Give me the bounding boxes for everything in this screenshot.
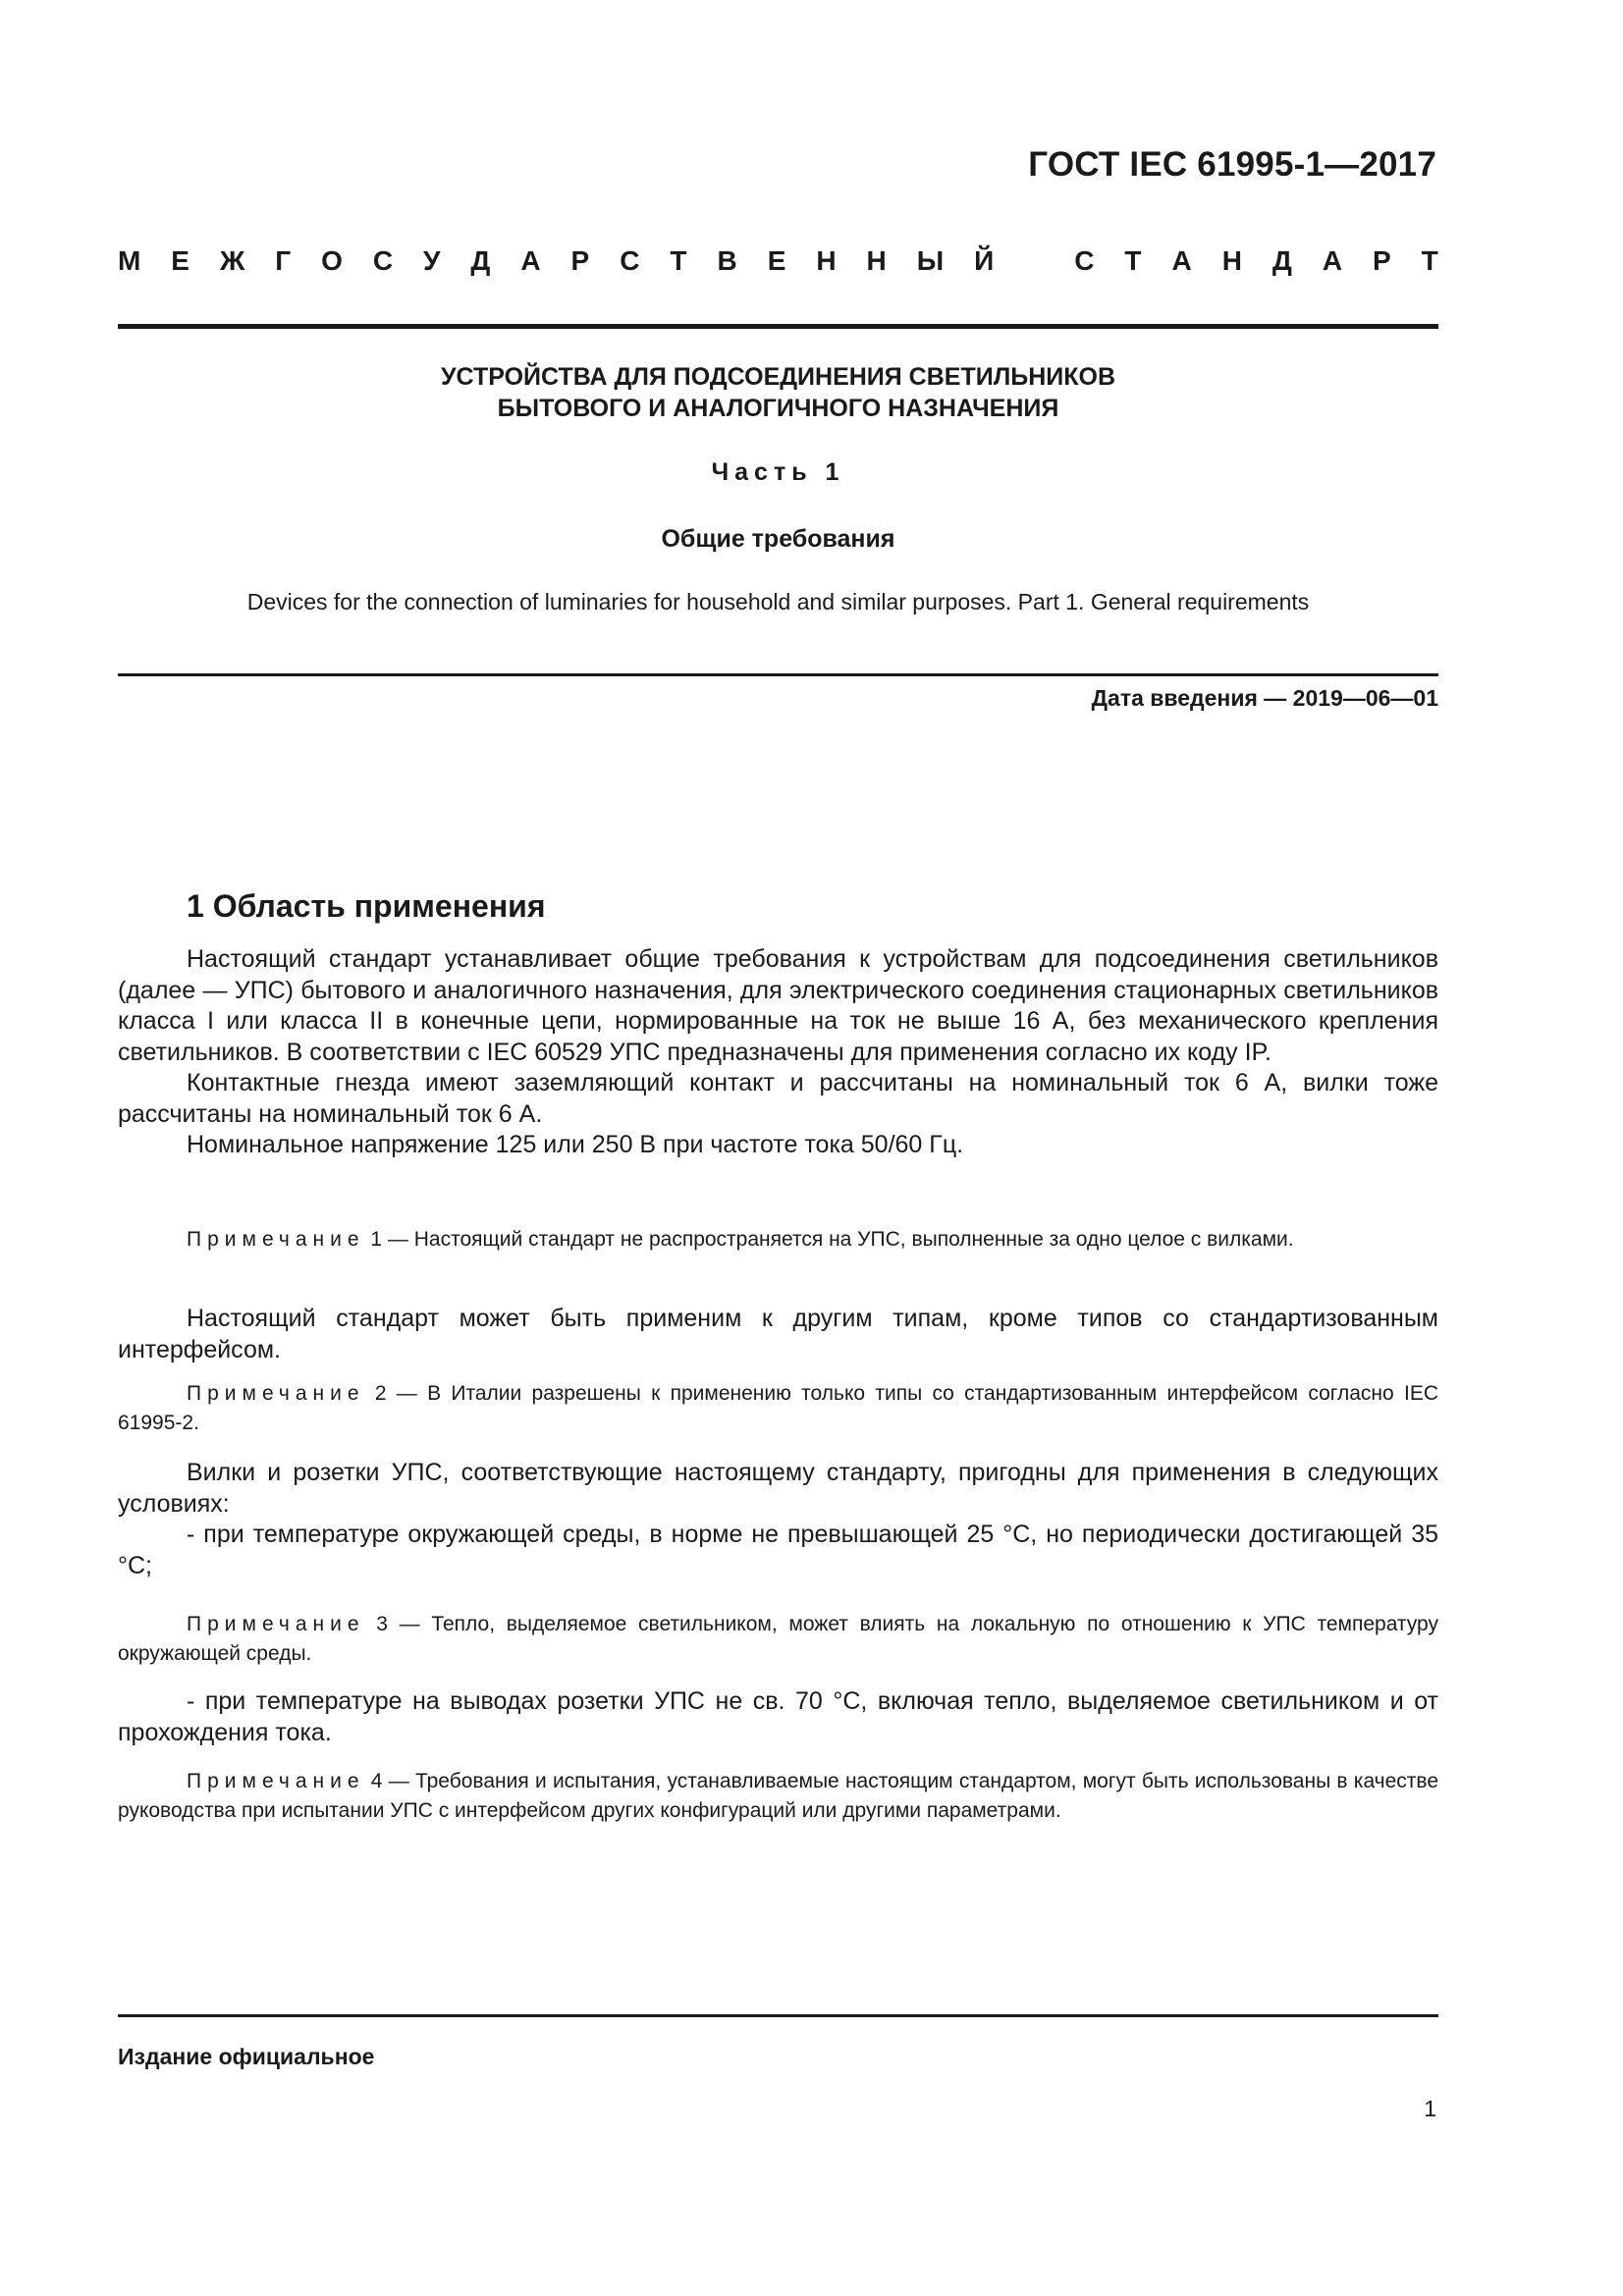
note-label: Примечание — [187, 1613, 365, 1635]
official-edition-label: Издание официальное — [118, 2044, 375, 2069]
banner-letter: Ы — [916, 245, 945, 276]
section-heading: 1 Область применения — [187, 888, 546, 924]
banner-letter: Н — [816, 245, 837, 276]
note-label: Примечание — [187, 1770, 365, 1792]
banner-letter: Й — [974, 245, 995, 276]
banner-letter: А — [1171, 245, 1192, 276]
banner-letter: Р — [570, 245, 590, 276]
bullet-1: - при температуре окружающей среды, в норме не превышающей 25 °C, но периодически достигающей 35 °C; — [118, 1521, 1438, 1579]
introduction-date: Дата введения — 2019—06—01 — [1091, 685, 1438, 711]
note-2 — [118, 1379, 1438, 1438]
note-3 — [118, 1610, 1438, 1669]
banner-letter: М — [118, 245, 141, 276]
banner-letter: В — [717, 245, 737, 276]
scope-block-1 — [118, 944, 1438, 1161]
standard-banner — [118, 245, 1438, 277]
note-text: 2 — В Италии разрешены к применению только типы со стандартизованным интерфейсом согласно IEC 61995-2. — [118, 1382, 1438, 1434]
banner-letter: Н — [866, 245, 887, 276]
paragraph-1: Настоящий стандарт устанавливает общие требования к устройствам для подсоединения светильников (далее — УПС) бытового и аналогичного назначения, для электрического соединения стационарных светильников класса I или класса II в конечные цепи, нормированные на ток не выше 16 А, без механического крепления светильников. В соответствии с IEC 60529 УПС предназначены для применения согласно их коду IP. — [118, 945, 1438, 1066]
page-number: 1 — [1424, 2096, 1436, 2121]
banner-letter: О — [321, 245, 343, 276]
banner-letter: А — [520, 245, 541, 276]
paragraph-4: Настоящий стандарт может быть применим к другим типам, кроме типов со стандартизованным интерфейсом. — [118, 1305, 1438, 1363]
banner-letter: Т — [1421, 245, 1438, 276]
part-subtitle: Общие требования — [661, 525, 895, 553]
banner-letter: Н — [1221, 245, 1242, 276]
banner-letter: Е — [767, 245, 786, 276]
footer-rule — [118, 2014, 1438, 2017]
banner-letter: А — [1322, 245, 1343, 276]
banner-letter: У — [423, 245, 441, 276]
note-text: 3 — Тепло, выделяемое светильником, может влиять на локальную по отношению к УПС температуру окружающей среды. — [118, 1613, 1438, 1665]
banner-letter: С — [620, 245, 640, 276]
banner-letter: С — [1074, 245, 1095, 276]
bullet-2: - при температуре на выводах розетки УПС не св. 70 °C, включая тепло, выделяемое светильником и от прохождения тока. — [118, 1687, 1438, 1746]
paragraph-3: Номинальное напряжение 125 или 250 В при частоте тока 50/60 Гц. — [187, 1131, 964, 1158]
title-line-1: УСТРОЙСТВА ДЛЯ ПОДСОЕДИНЕНИЯ СВЕТИЛЬНИКОВ — [441, 363, 1115, 391]
document-number: ГОСТ IEC 61995-1—2017 — [1028, 145, 1436, 184]
english-title: Devices for the connection of luminaries for household and similar purposes. Part 1. General requirements — [246, 589, 1310, 614]
banner-letter: Ж — [219, 245, 245, 276]
paragraph-5: Вилки и розетки УПС, соответствующие настоящему стандарту, пригодны для применения в следующих условиях: — [118, 1459, 1438, 1518]
banner-letter: Д — [1271, 245, 1292, 276]
banner-letter: Т — [1124, 245, 1142, 276]
scope-block-3 — [118, 1458, 1438, 1581]
note-label: Примечание — [187, 1228, 365, 1251]
title-line-2: БЫТОВОГО И АНАЛОГИЧНОГО НАЗНАЧЕНИЯ — [497, 395, 1059, 422]
note-label: Примечание — [187, 1382, 365, 1405]
scope-block-2 — [118, 1304, 1438, 1365]
banner-gap — [1024, 245, 1044, 277]
part-label: Часть 1 — [711, 458, 845, 486]
banner-letter: Р — [1373, 245, 1391, 276]
banner-letter: С — [372, 245, 394, 276]
title-rule — [118, 673, 1438, 676]
scope-block-4 — [118, 1686, 1438, 1748]
banner-letter: Е — [171, 245, 189, 276]
note-text: 1 — Настоящий стандарт не распространяется на УПС, выполненные за одно целое с вилками. — [364, 1228, 1294, 1251]
paragraph-2: Контактные гнезда имеют заземляющий контакт и рассчитаны на номинальный ток 6 А, вилки тоже рассчитаны на номинальный ток 6 А. — [118, 1069, 1438, 1128]
banner-letter: Д — [470, 245, 491, 276]
header-rule — [118, 324, 1438, 329]
note-4 — [118, 1767, 1438, 1826]
banner-letter: Т — [670, 245, 687, 276]
document-title — [118, 361, 1438, 424]
note-text: 4 — Требования и испытания, устанавливаемые настоящим стандартом, могут быть использованы в качестве руководства при испытании УПС с интерфейсом других конфигураций или другими параметрами. — [118, 1770, 1438, 1822]
banner-letter: Г — [275, 245, 292, 276]
note-1 — [118, 1225, 1438, 1255]
